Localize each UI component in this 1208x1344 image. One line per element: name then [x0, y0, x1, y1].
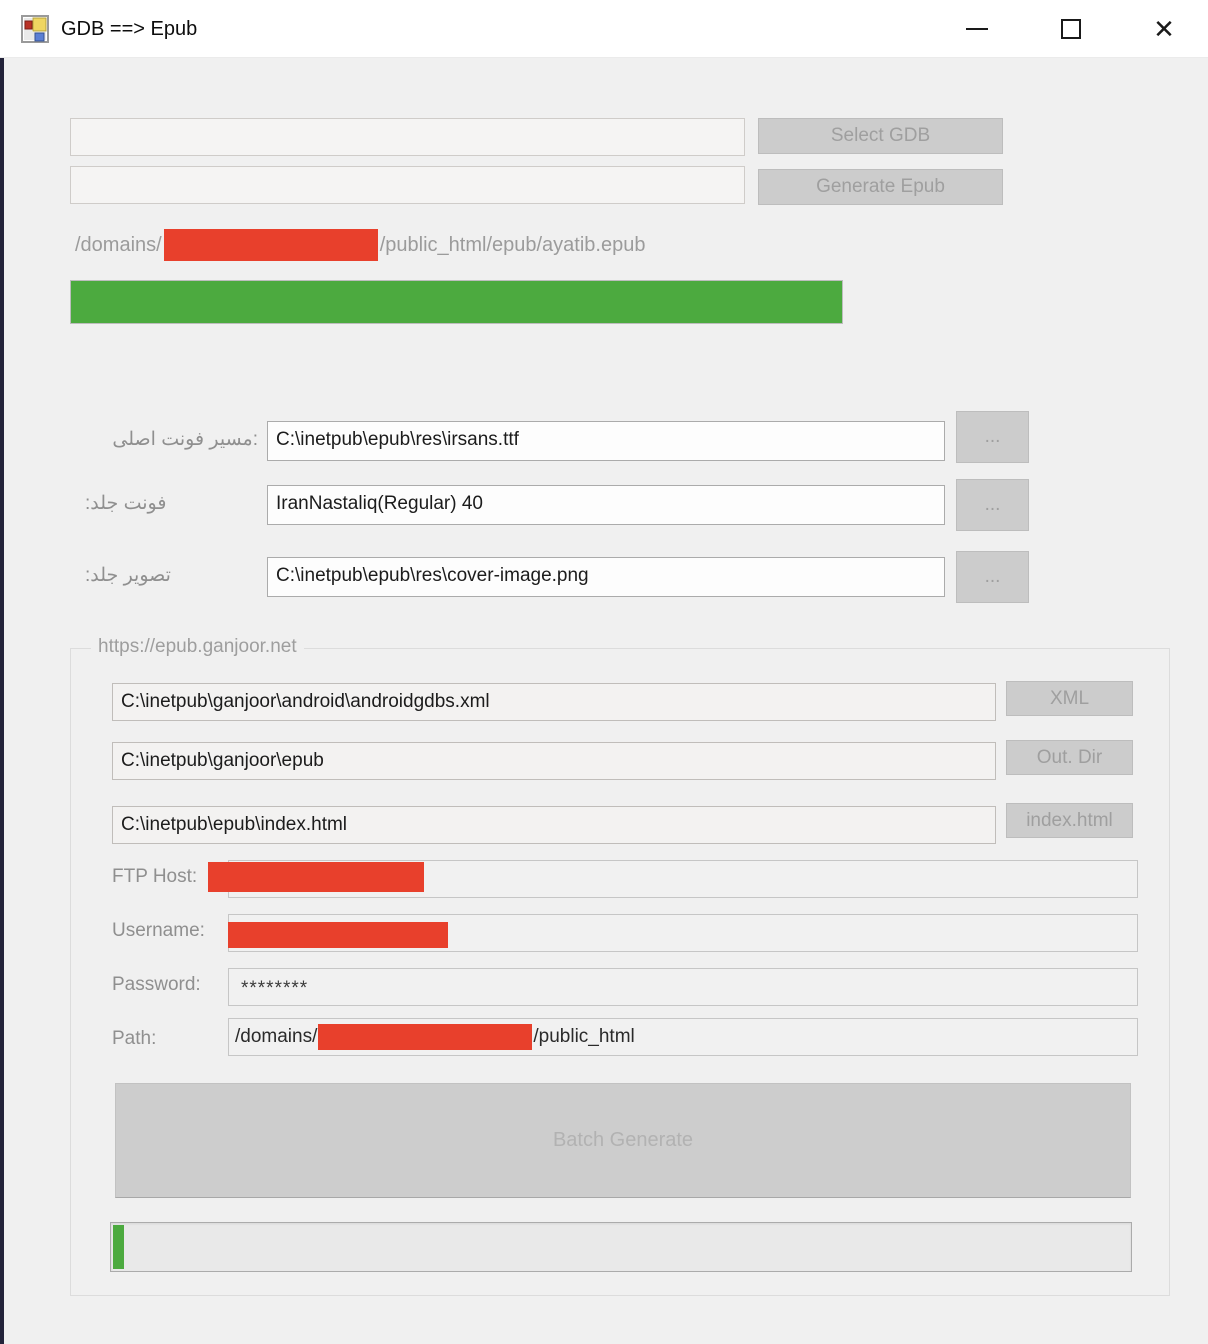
group-box-title: https://epub.ganjoor.net [91, 636, 304, 658]
main-font-path-value: C:\inetpub\epub\res\irsans.ttf [276, 429, 519, 450]
xml-button-label: XML [1049, 687, 1090, 709]
ftp-host-label: FTP Host: [112, 866, 198, 887]
generate-epub-button[interactable] [758, 169, 1003, 205]
main-font-path-label: مسیر فونت اصلی: [112, 429, 258, 450]
xml-path-value: C:\inetpub\ganjoor\android\androidgdbs.xml [121, 691, 490, 712]
cover-image-label: تصویر جلد: [85, 565, 171, 586]
maximize-button[interactable] [1039, 0, 1103, 58]
epub-progress-bar [70, 280, 843, 324]
ellipsis-icon: ... [984, 426, 1001, 447]
cover-image-value: C:\inetpub\epub\res\cover-image.png [276, 565, 589, 586]
index-html-button-label: index.html [1026, 809, 1113, 831]
background-window-edge [0, 58, 4, 1344]
browse-main-font-button[interactable] [956, 411, 1029, 463]
password-label: Password: [112, 974, 201, 995]
remote-path-prefix: /domains/ [235, 1026, 318, 1047]
username-label: Username: [112, 920, 205, 941]
browse-cover-font-button[interactable] [956, 479, 1029, 531]
gdb-file-input[interactable] [70, 118, 745, 156]
out-dir-button[interactable] [1006, 740, 1133, 775]
cover-font-value: IranNastaliq(Regular) 40 [276, 493, 483, 514]
xml-button[interactable] [1006, 681, 1133, 716]
redaction-box [228, 922, 448, 948]
cover-font-label: فونت جلد: [85, 493, 167, 514]
output-dir-value: C:\inetpub\ganjoor\epub [121, 750, 324, 771]
ellipsis-icon: ... [984, 494, 1001, 515]
gdb-file-value [71, 119, 744, 126]
browse-cover-image-button[interactable] [956, 551, 1029, 603]
minimize-button[interactable] [945, 0, 1009, 58]
remote-path-label: Path: [112, 1028, 157, 1049]
index-html-value: C:\inetpub\epub\index.html [121, 814, 348, 835]
select-gdb-label: Select GDB [830, 125, 931, 146]
output-path-suffix: /public_html/epub/ayatib.epub [379, 233, 646, 256]
epub-file-value [71, 167, 744, 174]
close-button[interactable] [1132, 0, 1196, 58]
app-icon [21, 15, 49, 43]
redaction-box [208, 862, 424, 892]
index-html-button[interactable] [1006, 803, 1133, 838]
main-font-path-input[interactable] [267, 421, 945, 461]
password-input[interactable] [228, 968, 1138, 1006]
generate-epub-label: Generate Epub [816, 176, 945, 197]
remote-path-suffix: /public_html [533, 1026, 635, 1047]
title-bar[interactable] [0, 0, 1208, 58]
close-icon: ✕ [1153, 14, 1175, 44]
xml-path-input[interactable] [112, 683, 996, 721]
out-dir-button-label: Out. Dir [1036, 746, 1103, 768]
cover-font-input[interactable] [267, 485, 945, 525]
redaction-box [164, 229, 378, 261]
batch-generate-label: Batch Generate [552, 1129, 694, 1151]
window-title: GDB ==> Epub [61, 18, 198, 40]
ellipsis-icon: ... [984, 566, 1001, 587]
maximize-icon [1061, 19, 1081, 39]
batch-progress-bar [110, 1222, 1132, 1272]
password-value: ******** [241, 978, 309, 999]
output-dir-input[interactable] [112, 742, 996, 780]
index-html-input[interactable] [112, 806, 996, 844]
batch-generate-button[interactable] [115, 1083, 1131, 1198]
minimize-icon [966, 28, 988, 30]
output-path-label [75, 227, 645, 263]
cover-image-input[interactable] [267, 557, 945, 597]
redaction-box [318, 1024, 532, 1050]
remote-path-input[interactable] [228, 1018, 1138, 1056]
remote-path-value [229, 1019, 1137, 1055]
batch-progress-fill [113, 1225, 124, 1269]
output-path-prefix: /domains/ [75, 233, 162, 256]
select-gdb-button[interactable] [758, 118, 1003, 154]
epub-file-input[interactable] [70, 166, 745, 204]
